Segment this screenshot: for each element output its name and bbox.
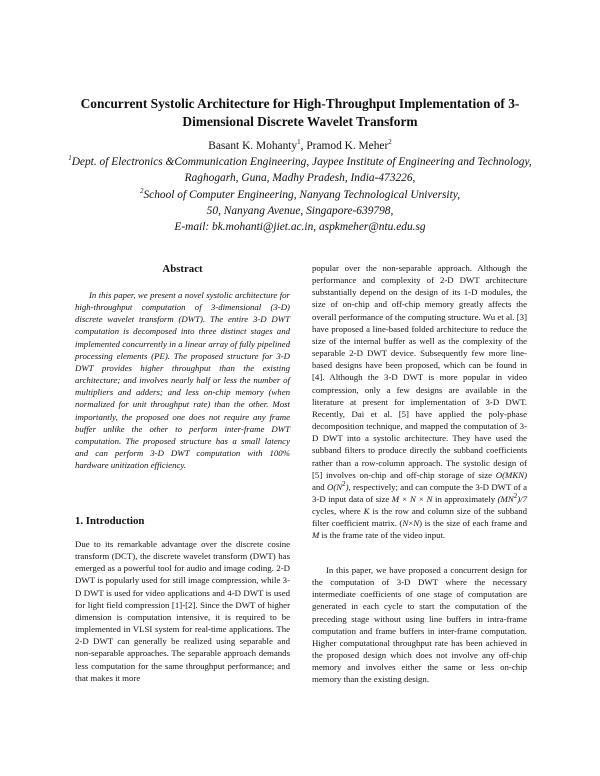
abstract-text: In this paper, we present a novel systolic architecture for high-throughput computation of 3-dimensional (3-D) discrete wavelet transform (DWT). The entire 3-D DWT computation is decomposed into three distinct stages and implemented concurrently in a linear array of fully pipelined processing elements (PE). The proposed structure for 3-D DWT provides higher throughput than the existing architecture; and involves nearly half or less the number of multipliers and adders; and less on-chip memory (when normalized for unit throughput rate) than the other. Most importantly, the proposed one does not require any frame buffer unlike the other to perform inter-frame DWT computation. The proposed structure has a small latency and can perform 3-D DWT computation with 100% hardware unitization efficiency. [75,290,290,471]
introduction-text: Due to its remarkable advantage over the discrete cosine transform (DCT), the discrete wavelet transform (DWT) has emerged as a powerful tool for audio and image coding. 2-D DWT is popularly used for still image compression, while 3-D DWT is used for video applications and 4-D DWT is used for light field compression [1]-[2]. Since the DWT of higher dimension is computation intensive, it is required to be implemented in VLSI system for real-time applications. The 2-D DWT can generally be realized using separable and non-separable approaches. The separable approach demands less computation for the same throughput performance; and that makes it more [75,539,290,683]
text-run: popular over the non-separable approach. Although the performance and complexity of 2-D DWT architecture substantially depend on the design of its 1-D modules, the size of on-chip and off-chip memory greatly affects the overall performance of the computing structure. Wu et al. [3] have proposed a line-based folded architecture to reduce the size of the internal buffer as well as the complexity of the separable 2-D DWT device. Subsequently few more line-based designs have been proposed, which can be found in [4]. Although the 3-D DWT is more popular in video compression, only a few designs are available in the literature at present for implementation of 3-D DWT. Recently, Dai et al. [5] have applied the poly-phase decomposition technique, and mapped the computation of 3-D DWT into a systolic architecture. They have used the subband filters to produce directly the subband coefficients rather than a row-column approach. The systolic design of [5] involves on-chip and off-chip storage of size [312,263,527,480]
author-name: Basant K. Mohanty [208,140,298,152]
text-run: in approximately [432,493,498,504]
introduction-heading: 1. Introduction [75,515,145,527]
body-paragraph: In this paper, we have proposed a concurrent design for the computation of 3-D DWT where the necessary intermediate coefficients of one stage of computation are generated in each cycle to start the computation of the preceding stage without using line buffers in intra-frame computation and frame buffers in inter-frame computation. Higher computational throughput rate has been achieved in the proposed design which does not involve any off-chip memory and involves either the same or less on-chip memory than the existing design. [312,565,527,685]
math-superscript: 2 [513,492,518,501]
text-run: and [312,481,327,492]
affil-email: E-mail: bk.mohanti@jiet.ac.in, aspkmeher@ntu.edu.sg [174,221,426,233]
author-affil-mark: 2 [388,138,392,147]
paper-title: Concurrent Systolic Architecture for High-Throughput Implementation of 3-Dimensional Discrete Wavelet Transform [80,96,520,129]
affiliation-1 [60,154,540,186]
text-run: cycles, where [312,506,364,517]
text-run: × [408,518,414,529]
math-expression: N [413,518,420,529]
math-expression: ) [345,481,349,492]
affil-mark: 1 [68,154,72,163]
math-expression: K [363,506,370,517]
author-name: Pramod K. Meher [306,140,389,152]
text-run: is the row and column size of the subband filter coefficient matrix. ( [312,506,527,529]
math-expression: )/7 [517,493,527,504]
affil-text: Dept. of Electronics &Communication Engineering, Jaypee Institute of Engineering and Technology, Raghogarh, Guna, Madhy Pradesh, India-473226, [71,156,532,184]
text-run: is the frame rate of the video input. [319,530,446,541]
author-line [60,139,540,153]
affiliation-2 [60,187,540,235]
author-affil-mark: 1 [297,138,301,147]
math-superscript: 2 [342,479,346,488]
body-paragraph [312,262,527,542]
affil-text: School of Computer Engineering, Nanyang Technological University, [143,189,461,201]
math-expression: M × N × N [391,493,433,504]
math-expression: M [312,530,320,541]
abstract-heading: Abstract [162,263,203,275]
text-run: ) is the size of each frame and [419,518,527,529]
math-expression: O(MKN) [495,469,527,480]
affil-address: 50, Nanyang Avenue, Singapore-639798, [206,205,394,217]
author-separator: , [300,140,307,152]
text-run: , respectively; and can compute the 3-D DWT of a 3-D input data of size [312,481,527,504]
math-expression: O(N [326,481,343,492]
affil-mark: 2 [139,187,144,196]
math-expression: (MN [497,493,514,504]
math-expression: N [402,518,409,529]
